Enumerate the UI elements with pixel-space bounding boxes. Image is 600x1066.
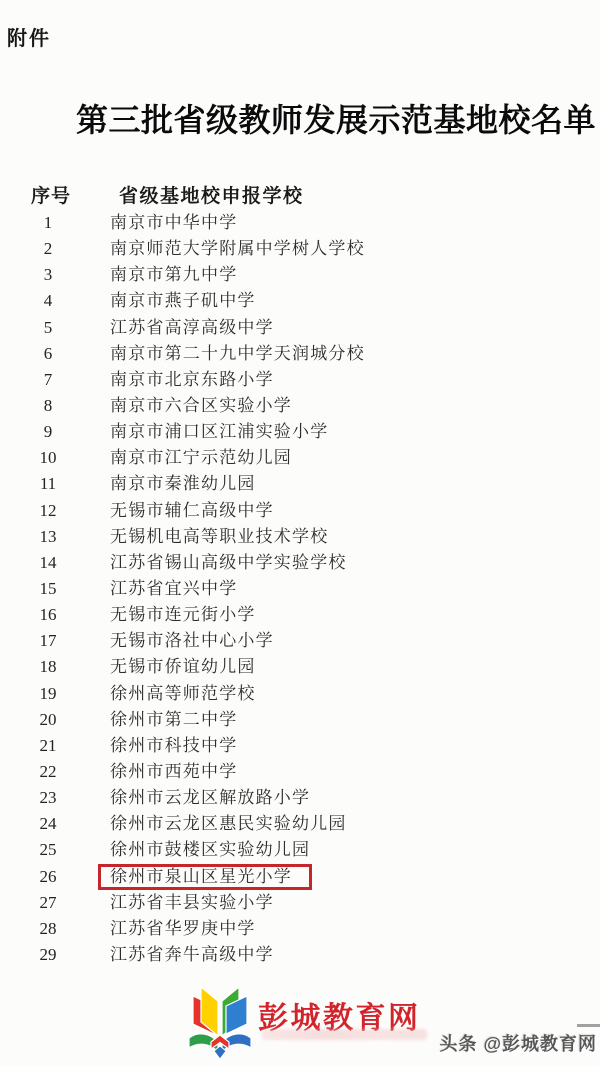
row-school-name: 无锡机电高等职业技术学校 [110, 526, 329, 546]
row-school-name: 南京市浦口区江浦实验小学 [110, 422, 329, 442]
table-row [0, 785, 600, 811]
row-school-name: 徐州市云龙区惠民实验幼儿园 [110, 814, 347, 834]
logo-url-watermark [262, 1029, 427, 1040]
row-school-name: 徐州市科技中学 [110, 735, 238, 755]
table-row [0, 419, 600, 445]
table-row [0, 367, 600, 393]
row-index: 5 [43, 317, 53, 337]
row-school-name: 江苏省丰县实验小学 [110, 892, 274, 912]
row-index: 6 [43, 343, 53, 363]
row-school-name: 徐州市鼓楼区实验幼儿园 [110, 840, 311, 860]
table-row [0, 393, 600, 419]
table-row [0, 315, 600, 341]
row-school-name: 南京市燕子矶中学 [110, 291, 256, 311]
row-index: 1 [43, 213, 53, 232]
table-row [0, 341, 600, 367]
row-index: 15 [39, 578, 57, 598]
header-school: 省级基地校申报学校 [119, 186, 304, 207]
row-school-name: 徐州高等师范学校 [110, 683, 256, 703]
table-row [0, 890, 600, 916]
table-row [0, 236, 600, 262]
row-index: 21 [39, 735, 57, 755]
row-school-name: 南京师范大学附属中学树人学校 [110, 239, 365, 259]
row-index: 23 [39, 788, 57, 808]
table-row [0, 498, 600, 524]
table-row [0, 471, 600, 497]
table-row [0, 654, 600, 680]
row-school-name: 无锡市连元街小学 [110, 605, 256, 625]
highlighted-school-name: 徐州市泉山区星光小学 [98, 864, 312, 890]
row-index: 19 [39, 683, 57, 703]
row-school-name: 无锡市辅仁高级中学 [110, 500, 274, 520]
book-logo-icon [188, 982, 252, 1060]
table-row [0, 733, 600, 759]
row-index: 20 [39, 709, 57, 729]
row-index: 17 [39, 631, 57, 651]
row-school-name: 江苏省华罗庚中学 [110, 918, 256, 938]
row-index: 16 [39, 605, 57, 625]
table-header [0, 181, 600, 205]
row-school-name: 江苏省奔牛高级中学 [110, 944, 274, 964]
row-index: 13 [39, 526, 57, 546]
table-row [0, 262, 600, 288]
row-index: 9 [43, 422, 53, 442]
row-index: 27 [39, 892, 57, 912]
table-row [0, 288, 600, 314]
logo-text: 彭城教育网 [258, 1002, 421, 1035]
row-index: 14 [39, 552, 57, 572]
row-index: 3 [43, 265, 53, 285]
row-index: 10 [39, 448, 57, 468]
row-index: 2 [43, 239, 53, 259]
table-row [0, 837, 600, 863]
row-school-name: 南京市江宁示范幼儿园 [110, 448, 292, 468]
row-index: 29 [39, 944, 57, 964]
table-row [0, 864, 600, 890]
row-school-name: 江苏省高淳高级中学 [110, 317, 274, 337]
table-row [0, 942, 600, 968]
row-school-name: 南京市北京东路小学 [110, 369, 274, 389]
row-index: 18 [39, 657, 57, 677]
school-table [0, 210, 600, 968]
row-school-name: 南京市秦淮幼儿园 [110, 474, 256, 494]
toutiao-watermark: 头条 @彭城教育网 [439, 1034, 597, 1054]
table-row [0, 524, 600, 550]
attachment-label: 附件 [7, 28, 51, 50]
corner-dash [577, 1024, 600, 1027]
row-school-name: 南京市六合区实验小学 [110, 395, 292, 415]
row-index: 24 [39, 814, 57, 834]
table-row [0, 628, 600, 654]
row-school-name: 徐州市云龙区解放路小学 [110, 788, 311, 808]
row-index: 8 [43, 395, 53, 415]
page-title: 第三批省级教师发展示范基地校名单 [76, 102, 597, 138]
table-row [0, 550, 600, 576]
row-school-name: 南京市第九中学 [110, 265, 238, 285]
table-row [0, 681, 600, 707]
table-row [0, 759, 600, 785]
table-row [0, 916, 600, 942]
row-school-name: 无锡市侨谊幼儿园 [110, 657, 256, 677]
row-index: 4 [43, 291, 53, 311]
row-index: 7 [43, 369, 53, 389]
row-school-name: 徐州市第二中学 [110, 709, 238, 729]
table-row [0, 210, 600, 236]
row-index: 28 [39, 918, 57, 938]
row-school-name: 徐州市西苑中学 [110, 761, 238, 781]
row-index: 12 [39, 500, 57, 520]
row-school-name: 南京市第二十九中学天润城分校 [110, 343, 365, 363]
header-index: 序号 [31, 186, 72, 207]
table-row [0, 707, 600, 733]
table-row [0, 811, 600, 837]
row-school-name: 南京市中华中学 [110, 213, 238, 232]
row-index: 22 [39, 761, 57, 781]
row-index: 25 [39, 840, 57, 860]
row-school-name: 江苏省锡山高级中学实验学校 [110, 552, 347, 572]
row-index: 11 [39, 474, 57, 494]
row-school-name: 江苏省宜兴中学 [110, 578, 238, 598]
table-row [0, 576, 600, 602]
row-index: 26 [39, 866, 57, 886]
row-school-name: 无锡市洛社中心小学 [110, 631, 274, 651]
table-row [0, 602, 600, 628]
table-row [0, 445, 600, 471]
